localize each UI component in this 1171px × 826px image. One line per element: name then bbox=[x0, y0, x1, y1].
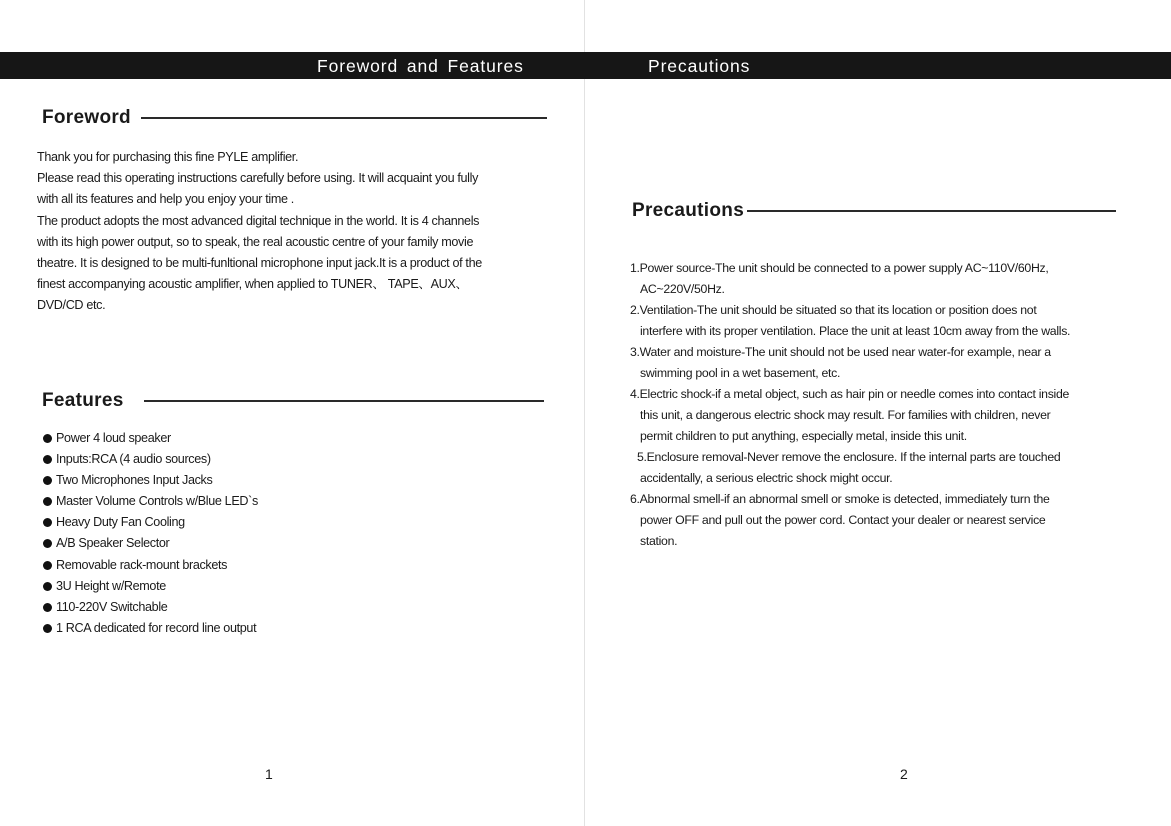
precautions-heading bbox=[632, 200, 1116, 222]
foreword-line: with its high power output, so to speak, the real acoustic centre of your family movie bbox=[37, 234, 474, 249]
foreword-heading bbox=[42, 107, 547, 129]
features-list bbox=[43, 428, 258, 639]
page-divider bbox=[584, 0, 585, 826]
features-heading bbox=[42, 390, 544, 412]
foreword-title: Foreword bbox=[42, 107, 131, 128]
foreword-line: Thank you for purchasing this fine PYLE amplifier. bbox=[37, 150, 299, 164]
precaution-line: interfere with its proper ventilation. Place the unit at least 10cm away from the walls. bbox=[640, 324, 1071, 338]
feature-item: A/B Speaker Selector bbox=[43, 533, 258, 554]
feature-item: Heavy Duty Fan Cooling bbox=[43, 512, 258, 533]
features-title: Features bbox=[42, 390, 124, 411]
precaution-line: 6.Abnormal smell-if an abnormal smell or smoke is detected, immediately turn the bbox=[630, 492, 1050, 506]
precaution-line: swimming pool in a wet basement, etc. bbox=[640, 366, 841, 380]
feature-item: Power 4 loud speaker bbox=[43, 428, 258, 449]
precautions-list bbox=[630, 258, 1150, 552]
page-number-left: 1 bbox=[265, 766, 273, 782]
precaution-line: AC~220V/50Hz. bbox=[640, 282, 725, 296]
feature-item: 1 RCA dedicated for record line output bbox=[43, 618, 258, 639]
foreword-line: DVD/CD etc. bbox=[37, 298, 106, 313]
feature-item: Two Microphones Input Jacks bbox=[43, 470, 258, 491]
feature-item: Inputs:RCA (4 audio sources) bbox=[43, 449, 258, 470]
precaution-line: 2.Ventilation-The unit should be situated so that its location or position does not bbox=[630, 303, 1037, 317]
precaution-line: 1.Power source-The unit should be connected to a power supply AC~110V/60Hz, bbox=[630, 261, 1049, 275]
precaution-line: power OFF and pull out the power cord. Contact your dealer or nearest service bbox=[640, 513, 1046, 527]
precaution-line: 5.Enclosure removal-Never remove the enclosure. If the internal parts are touched bbox=[637, 450, 1061, 464]
precaution-line: 3.Water and moisture-The unit should not be used near water-for example, near a bbox=[630, 345, 1051, 359]
precautions-title: Precautions bbox=[632, 200, 745, 221]
precaution-line: station. bbox=[640, 534, 678, 548]
foreword-line: with all its features and help you enjoy your time . bbox=[37, 192, 294, 207]
features-rule bbox=[144, 400, 544, 402]
foreword-line: finest accompanying acoustic amplifier, when applied to TUNER、 TAPE、AUX、 bbox=[37, 277, 468, 292]
precautions-rule bbox=[747, 210, 1116, 212]
foreword-line: theatre. It is designed to be multi-funltional microphone input jack.It is a product of the bbox=[37, 256, 482, 271]
page-number-right: 2 bbox=[900, 766, 908, 782]
left-page-header: Foreword and Features bbox=[317, 56, 524, 76]
precaution-line: accidentally, a serious electric shock might occur. bbox=[640, 471, 893, 485]
foreword-text bbox=[37, 147, 557, 317]
feature-item: Master Volume Controls w/Blue LED`s bbox=[43, 491, 258, 512]
feature-item: 3U Height w/Remote bbox=[43, 576, 258, 597]
right-page-header: Precautions bbox=[648, 56, 751, 76]
header-bar bbox=[0, 52, 1171, 79]
feature-item: Removable rack-mount brackets bbox=[43, 555, 258, 576]
foreword-line: Please read this operating instructions carefully before using. It will acquaint you fully bbox=[37, 171, 479, 186]
precaution-line: 4.Electric shock-if a metal object, such as hair pin or needle comes into contact inside bbox=[630, 387, 1070, 401]
precaution-line: this unit, a dangerous electric shock may result. For families with children, never bbox=[640, 408, 1051, 422]
foreword-rule bbox=[141, 117, 547, 119]
precaution-line: permit children to put anything, especially metal, inside this unit. bbox=[640, 429, 967, 443]
feature-item: 110-220V Switchable bbox=[43, 597, 258, 618]
foreword-line: The product adopts the most advanced digital technique in the world. It is 4 channels bbox=[37, 213, 480, 228]
